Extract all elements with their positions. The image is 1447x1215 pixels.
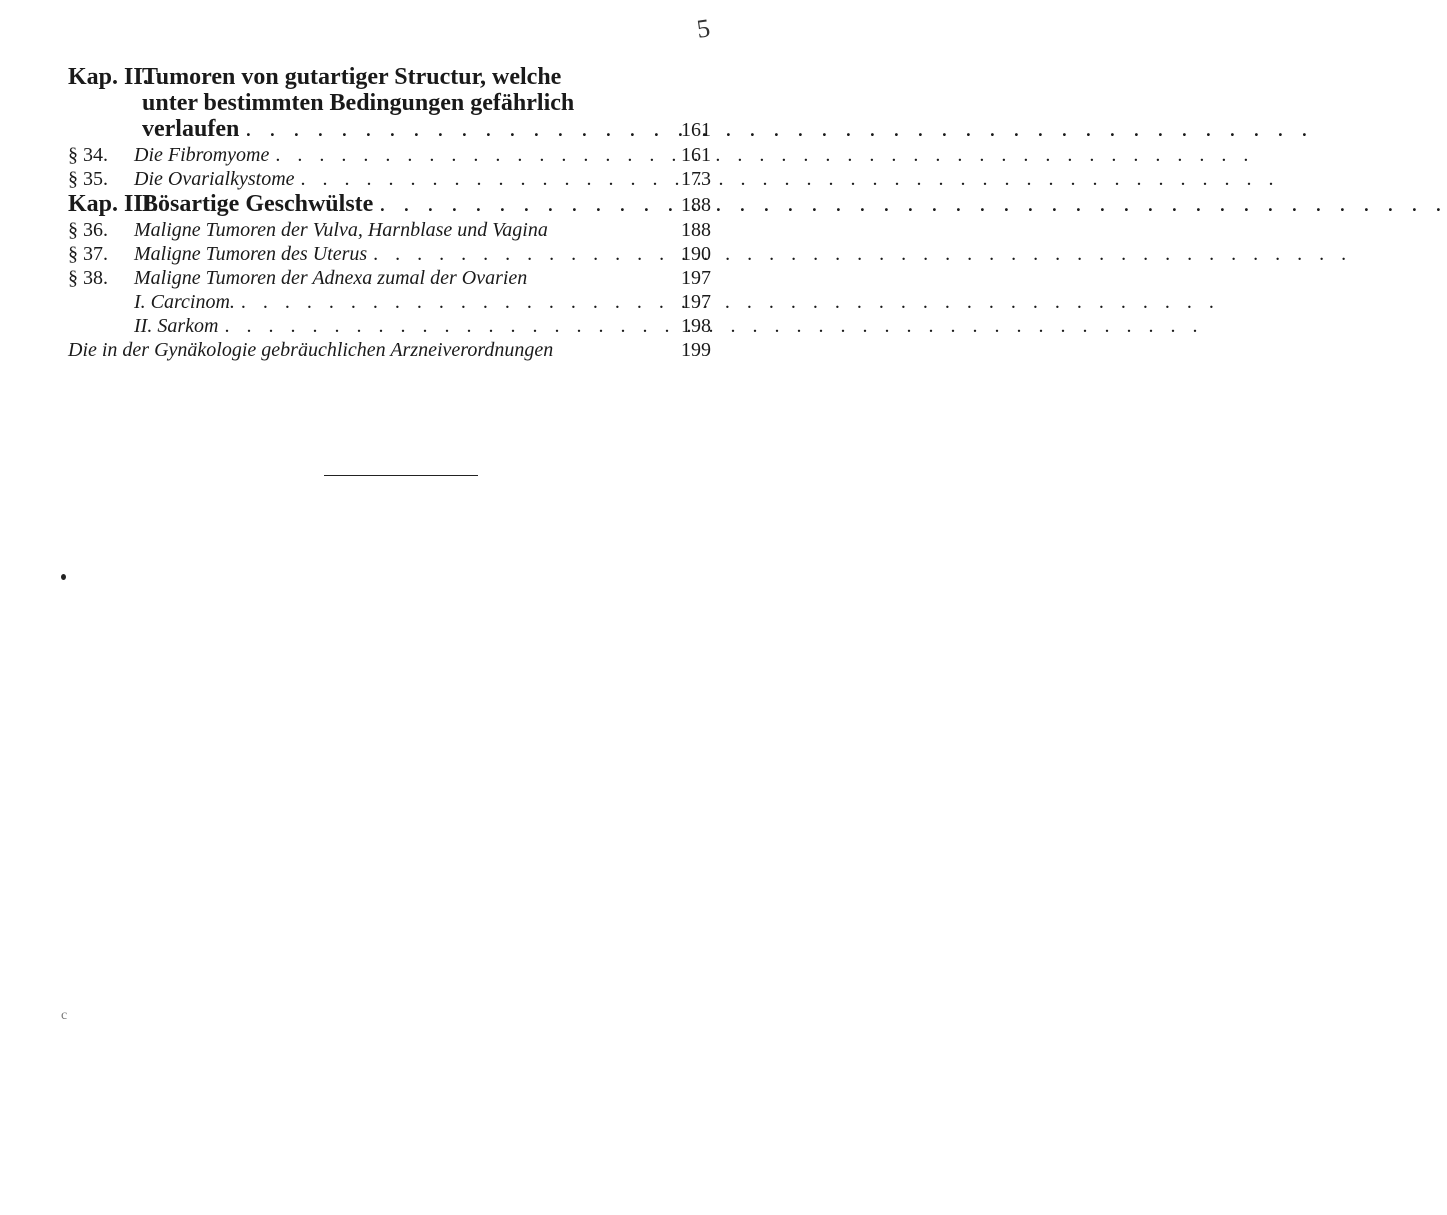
separator-rule: [324, 475, 478, 476]
dot-leader: [295, 167, 665, 191]
bullet-mark: [61, 574, 66, 580]
dot-leader: [269, 143, 665, 167]
section-number: § 38.: [68, 267, 108, 289]
chapter-3-label: Kap. III.: [68, 191, 159, 217]
dot-leader: [218, 314, 665, 338]
section-page: 188: [681, 219, 711, 241]
section-page: 190: [681, 243, 711, 265]
toc-section-35: [68, 167, 711, 191]
section-number: § 37.: [68, 243, 108, 265]
toc-subsection-sarkom: [68, 314, 711, 338]
chapter-3-title: Bösartige Geschwülste: [142, 191, 374, 217]
toc-section-36: [68, 218, 711, 242]
toc-section-38: [68, 266, 711, 290]
chapter-2-page: 161: [681, 119, 711, 141]
subsection-title: II. Sarkom: [134, 315, 219, 337]
section-title: Die Fibromyome: [134, 144, 270, 166]
section-title: Maligne Tumoren des Uterus: [134, 243, 368, 265]
toc-chapter-2-line1: [68, 64, 711, 90]
section-number: § 34.: [68, 144, 108, 166]
toc-chapter-2-line3: [68, 116, 711, 143]
chapter-3-page: 188: [681, 194, 711, 216]
section-title: Die Ovarialkystome: [134, 168, 295, 190]
chapter-2-title-line2: unter bestimmten Bedingungen gefährlich: [142, 90, 575, 116]
toc-section-37: [68, 242, 711, 266]
dot-leader: [239, 116, 665, 142]
section-number: § 36.: [68, 219, 108, 241]
section-title: Maligne Tumoren der Adnexa zumal der Ovarien: [134, 267, 528, 289]
subsection-page: 197: [681, 291, 711, 313]
section-page: 173: [681, 168, 711, 190]
section-title: Maligne Tumoren der Vulva, Harnblase und Vagina: [134, 219, 548, 241]
dot-leader: [367, 242, 665, 266]
table-of-contents: [68, 64, 711, 362]
subsection-page: 198: [681, 315, 711, 337]
toc-chapter-3: [68, 191, 711, 218]
subsection-title: I. Carcinom.: [134, 291, 235, 313]
toc-final-entry: [68, 338, 711, 362]
final-entry-title: Die in der Gynäkologie gebräuchlichen Arzneiverordnungen: [68, 339, 554, 361]
toc-section-34: [68, 143, 711, 167]
chapter-2-label: Kap. II.: [68, 64, 149, 90]
dot-leader: [235, 290, 665, 314]
section-number: § 35.: [68, 168, 108, 190]
stray-mark: c: [61, 1008, 68, 1023]
chapter-2-title-line1: Tumoren von gutartiger Structur, welche: [142, 64, 562, 90]
page-number: 5: [694, 13, 712, 44]
toc-subsection-carcinom: [68, 290, 711, 314]
final-entry-page: 199: [681, 339, 711, 361]
section-page: 161: [681, 144, 711, 166]
section-page: 197: [681, 267, 711, 289]
chapter-2-title-line3: verlaufen: [142, 116, 240, 142]
dot-leader: [373, 191, 665, 217]
